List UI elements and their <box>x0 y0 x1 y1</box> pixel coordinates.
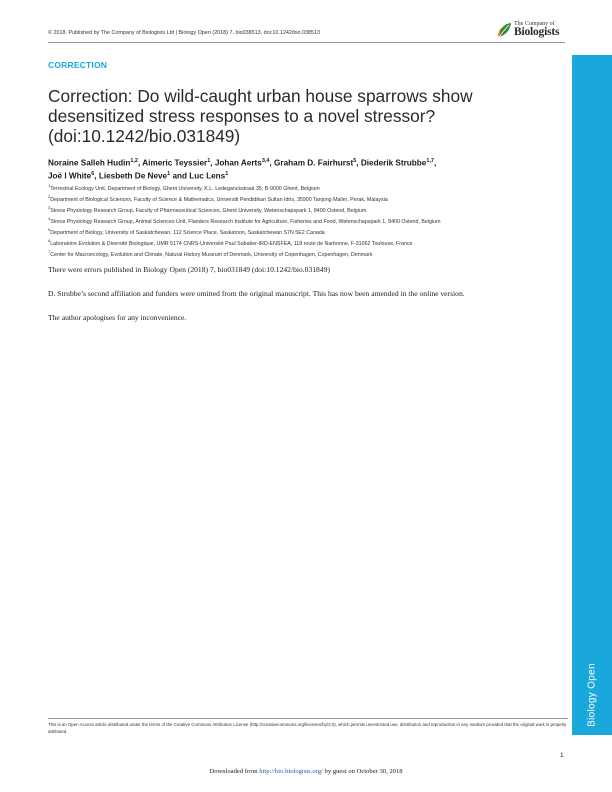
affiliation-item <box>48 226 568 237</box>
affiliation-number: 6 <box>48 238 51 244</box>
author-affiliation-ref: 1,2 <box>130 158 138 164</box>
author-affiliation-ref: 3,4 <box>261 158 270 164</box>
article-title: Correction: Do wild-caught urban house sparrows show desensitized stress responses to a novel stressor? (doi:10.1242/bio.031849) <box>48 86 473 146</box>
author-affiliation-ref: 1 <box>207 158 211 164</box>
affiliation-number: 5 <box>48 227 51 233</box>
affiliation-item <box>48 204 568 215</box>
body-paragraph: The author apologises for any inconvenience. <box>48 313 187 322</box>
author-name: Graham D. Fairhurst <box>274 158 354 168</box>
download-prefix: Downloaded from <box>209 768 260 775</box>
author-affiliation-ref: 1 <box>225 170 229 177</box>
author-name: Johan Aerts <box>214 158 262 168</box>
affiliation-text: Terrestrial Ecology Unit, Department of Biology, Ghent University, K.L. Ledeganckstraat 35, B-9000 Ghent, Belgium <box>50 185 320 192</box>
body-paragraph: There were errors published in Biology Open (2018) 7, bio031849 (doi:10.1242/bio.031849) <box>48 265 330 274</box>
journal-citation: © 2018. Published by The Company of Biologists Ltd | Biology Open (2018) 7, bio038513. doi:10.1242/bio.038513 <box>48 30 320 36</box>
affiliation-number: 4 <box>48 216 51 222</box>
author-name: Liesbeth De Neve <box>98 171 168 181</box>
author-name: Aimeric Teyssier <box>142 158 208 168</box>
affiliation-item <box>48 248 568 259</box>
author-separator: , <box>210 158 215 168</box>
download-notice <box>0 768 612 775</box>
author-affiliation-ref: 1 <box>167 170 171 177</box>
article-body <box>48 265 570 337</box>
logo-tagline: The Company of <box>514 21 555 27</box>
affiliation-number: 1 <box>48 183 51 188</box>
affiliation-number: 3 <box>48 205 51 211</box>
author-name: Noraine Salleh Hudin <box>48 158 131 168</box>
affiliation-text: Center for Macroecology, Evolution and Climate, Natural History Museum of Denmark, University of Copenhagen, Copenhagen, Denmark <box>50 252 373 259</box>
journal-name-vertical: Biology Open <box>586 663 598 727</box>
author-separator: , <box>356 158 361 168</box>
author-affiliation-ref: 5 <box>353 158 357 164</box>
author-list <box>48 156 548 181</box>
logo-wordmark: Biologists <box>514 26 560 38</box>
author-affiliation-ref: 6 <box>91 170 95 177</box>
author-separator: , <box>138 158 143 168</box>
journal-side-label <box>572 655 612 735</box>
author-name: Joë l White <box>48 171 92 181</box>
affiliation-list <box>48 182 568 259</box>
leaf-logo-icon <box>497 22 512 38</box>
author-affiliation-ref: 1,7 <box>426 158 435 164</box>
page-number: 1 <box>560 752 564 759</box>
affiliation-text: Stress Physiology Research Group, Faculty of Pharmaceutical Sciences, Ghent University, Wetenschapspark 1, 8400 Ostend, Belgium <box>50 207 367 214</box>
author-name: Luc Lens <box>189 171 226 181</box>
header-divider <box>48 42 565 43</box>
author-name: Diederik Strubbe <box>360 158 427 168</box>
affiliation-item <box>48 237 568 248</box>
author-separator: , <box>434 158 437 168</box>
affiliation-item <box>48 182 568 193</box>
license-notice: This is an Open Access article distributed under the terms of the Creative Commons Attribution License (http://creativecommons.org/licenses/by/3.0), which permits unrestricted use, distribution and reproduction in any medium provided that the original work is properly attributed. <box>48 722 567 734</box>
author-separator: , <box>269 158 275 168</box>
author-separator: , <box>94 171 99 181</box>
affiliation-number: 7 <box>48 249 51 255</box>
journal-site-link[interactable]: http://bio.biologists.org/ <box>259 768 323 775</box>
affiliation-number: 2 <box>48 194 51 200</box>
affiliation-text: Department of Biology, University of Saskatchewan, 112 Science Place, Saskatoon, Saskatchewan S7N 5E2 Canada <box>50 230 325 237</box>
author-separator: and <box>170 171 190 181</box>
affiliation-text: Stress Physiology Research Group, Animal Sciences Unit, Flanders Research Institute for Agriculture, Fisheries and Food, Wetenschapspark 1, 8400 Ostend, Belgium <box>50 218 441 225</box>
affiliation-item <box>48 193 568 204</box>
affiliation-text: Department of Biological Sciences, Faculty of Science & Mathematics, Universiti Pendidikan Sultan Idris, 35900 Tanjong Malim, Perak, Malaysia <box>50 196 388 203</box>
journal-side-bar <box>572 55 612 735</box>
body-paragraph: D. Strubbe’s second affiliation and funders were omitted from the original manuscript. This has now been amended in the online version. <box>48 289 465 298</box>
section-label: CORRECTION <box>48 60 108 70</box>
affiliation-item <box>48 215 568 226</box>
download-suffix: by guest on October 30, 2018 <box>322 768 403 775</box>
affiliation-text: Laboratoire Evolution & Diversité Biologique, UMR 5174 CNRS-Université Paul Sabatier-IRD-ENSFEA, 118 route de Narbonne, F-31062 Toulouse, France <box>50 241 413 248</box>
publisher-logo <box>497 20 567 42</box>
footer-divider <box>48 718 568 719</box>
